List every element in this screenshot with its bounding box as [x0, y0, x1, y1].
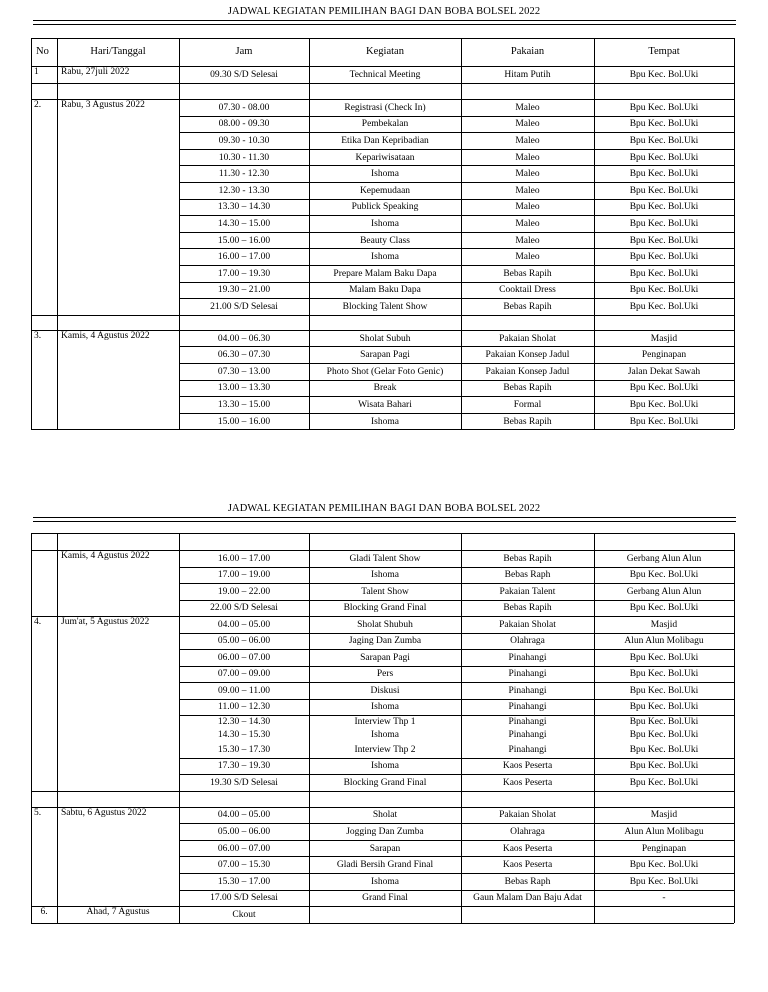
row-divider — [179, 199, 734, 200]
activity: Jaging Dan Zumba — [348, 636, 422, 647]
attire: Gaun Malam Dan Baju Adat — [473, 893, 582, 904]
activity: Ishoma — [371, 252, 399, 263]
attire: Maleo — [515, 252, 540, 263]
row-divider — [179, 873, 734, 874]
venue: Bpu Kec. Bol.Uki — [629, 268, 699, 279]
row-divider — [179, 666, 734, 667]
venue: Bpu Kec. Bol.Uki — [629, 202, 699, 213]
row-number: 2. — [34, 100, 42, 110]
activity: Registrasi (Check In) — [344, 102, 426, 113]
row-divider — [179, 600, 734, 601]
schedule-time: 10.30 - 11.30 — [218, 152, 270, 163]
venue: Bpu Kec. Bol.Uki — [629, 400, 699, 410]
row-divider — [179, 282, 734, 283]
venue: Bpu Kec. Bol.Uki — [629, 383, 699, 394]
row-number: 3. — [34, 330, 42, 341]
attire: Bebas Raph — [504, 876, 551, 887]
row-divider — [31, 429, 734, 430]
day-date: Kamis, 4 Agustus 2022 — [61, 551, 150, 561]
attire: Pinahangi — [508, 717, 547, 727]
venue: Bpu Kec. Bol.Uki — [629, 416, 699, 427]
activity: Beauty Class — [360, 235, 410, 246]
attire: Maleo — [515, 102, 540, 113]
schedule-time: 06.00 – 07.00 — [217, 843, 271, 854]
column-header-attire: Pakaian — [510, 46, 545, 57]
row-divider — [31, 923, 734, 924]
activity: Diskusi — [370, 685, 400, 696]
row-divider — [31, 66, 734, 67]
title-divider — [33, 517, 736, 518]
activity: Blocking Talent Show — [342, 302, 428, 312]
schedule-time: 12.30 - 13.30 — [218, 185, 270, 196]
activity: Ishoma — [371, 169, 399, 180]
venue: Bpu Kec. Bol.Uki — [629, 744, 699, 755]
row-divider — [179, 298, 734, 299]
venue: Gerbang Alun Alun — [626, 553, 702, 564]
attire: Bebas Rapih — [503, 302, 552, 312]
attire: Kaos Peserta — [502, 860, 553, 871]
attire: Pakaian Konsep Jadul — [485, 350, 570, 361]
schedule-time: 04.00 – 05.00 — [217, 619, 271, 630]
venue: Bpu Kec. Bol.Uki — [629, 235, 699, 246]
schedule-time: 15.30 – 17.00 — [217, 876, 271, 887]
schedule-time: 17.00 – 19.00 — [217, 570, 271, 581]
schedule-time: 15.00 – 16.00 — [217, 235, 271, 246]
day-date: Sabtu, 6 Agustus 2022 — [61, 807, 147, 818]
attire: Formal — [513, 400, 542, 410]
row-divider — [179, 346, 734, 347]
venue: Penginapan — [641, 843, 687, 854]
attire: Kaos Peserta — [502, 761, 553, 772]
activity: Etika Dan Kepribadian — [341, 136, 429, 146]
row-divider — [179, 890, 734, 891]
schedule-time: 13.00 – 13.30 — [217, 383, 271, 394]
column-header-no: No — [36, 46, 49, 57]
row-divider — [31, 616, 734, 617]
activity: Kepemudaan — [359, 185, 411, 196]
column-divider — [31, 533, 32, 923]
title-divider — [33, 24, 736, 25]
schedule-time: 05.00 – 06.00 — [217, 636, 271, 647]
row-divider — [31, 315, 734, 316]
venue: Bpu Kec. Bol.Uki — [629, 169, 699, 180]
row-divider — [179, 413, 734, 414]
page-title: JADWAL KEGIATAN PEMILIHAN BAGI DAN BOBA BOLSEL 2022 — [227, 503, 541, 514]
column-divider — [461, 38, 462, 429]
activity: Interview Thp 1 — [354, 717, 416, 727]
schedule-time: 14.30 – 15.00 — [217, 219, 271, 229]
venue: Bpu Kec. Bol.Uki — [629, 102, 699, 113]
column-divider — [57, 38, 58, 429]
activity: Grand Final — [362, 893, 408, 904]
activity: Kepariwisataan — [355, 152, 415, 163]
row-divider — [31, 807, 734, 808]
activity: Jogging Dan Zumba — [346, 826, 424, 837]
attire: Hitam Putih — [504, 70, 551, 80]
row-divider — [179, 583, 734, 584]
attire: Pinahangi — [508, 730, 547, 740]
activity: Prepare Malam Baku Dapa — [333, 268, 437, 279]
row-divider — [179, 116, 734, 117]
schedule-time: 19.30 – 21.00 — [217, 285, 271, 296]
schedule-time: 11.30 - 12.30 — [218, 169, 270, 180]
row-divider — [179, 774, 734, 775]
attire: Olahraga — [510, 826, 545, 837]
row-number: 5. — [34, 807, 42, 818]
venue: Jalan Dekat Sawah — [627, 366, 701, 377]
activity: Pers — [376, 669, 394, 680]
venue: Bpu Kec. Bol.Uki — [629, 860, 699, 871]
attire: Bebas Rapih — [503, 416, 552, 427]
venue: Bpu Kec. Bol.Uki — [629, 730, 699, 740]
row-number: 1 — [34, 67, 39, 77]
activity: Interview Thp 2 — [354, 744, 416, 755]
row-divider — [31, 99, 734, 100]
schedule-time: 05.00 – 06.00 — [217, 826, 271, 837]
venue: Bpu Kec. Bol.Uki — [629, 285, 699, 296]
row-divider — [179, 633, 734, 634]
title-divider — [33, 20, 736, 21]
row-divider — [31, 906, 734, 907]
row-divider — [179, 840, 734, 841]
activity: Gladi Talent Show — [349, 553, 421, 564]
row-divider — [179, 149, 734, 150]
schedule-time: 15.30 – 17.30 — [217, 744, 271, 755]
row-divider — [179, 132, 734, 133]
schedule-time: 07.30 – 13.00 — [217, 366, 271, 377]
schedule-time: 07.30 - 08.00 — [218, 102, 270, 113]
venue: Bpu Kec. Bol.Uki — [629, 876, 699, 887]
schedule-time: 16.00 – 17.00 — [217, 553, 271, 564]
schedule-time: 04.00 – 05.00 — [217, 810, 271, 821]
row-divider — [179, 396, 734, 397]
venue: Masjid — [650, 333, 678, 344]
schedule-time: 09.00 – 11.00 — [218, 685, 270, 696]
row-divider — [179, 715, 734, 716]
schedule-time: 21.00 S/D Selesai — [210, 302, 278, 312]
activity: Sarapan Pagi — [360, 652, 410, 663]
row-number: 6. — [40, 907, 48, 918]
row-divider — [179, 215, 734, 216]
attire: Maleo — [515, 119, 540, 130]
schedule-time: 12.30 – 14.30 — [217, 717, 271, 727]
schedule-time: 06.30 – 07.30 — [217, 350, 271, 361]
column-divider — [594, 38, 595, 429]
activity: Blocking Grand Final — [343, 777, 427, 788]
page-title: JADWAL KEGIATAN PEMILIHAN BAGI DAN BOBA BOLSEL 2022 — [227, 6, 541, 17]
schedule-time: 17.00 – 19.30 — [217, 268, 271, 279]
schedule-time: 22.00 S/D Selesai — [210, 603, 278, 614]
column-header-venue: Tempat — [648, 46, 680, 57]
row-divider — [179, 758, 734, 759]
activity: Sholat Shubuh — [357, 619, 413, 630]
activity: Sarapan — [369, 843, 401, 854]
schedule-time: 06.00 – 07.00 — [217, 652, 271, 663]
venue: Bpu Kec. Bol.Uki — [629, 252, 699, 263]
column-divider — [179, 533, 180, 923]
attire: Pakaian Sholat — [499, 333, 556, 344]
attire: Olahraga — [510, 636, 545, 647]
activity: Sholat — [372, 810, 398, 821]
attire: Bebas Rapih — [503, 268, 552, 279]
attire: Maleo — [515, 202, 540, 213]
column-divider — [57, 533, 58, 923]
activity: Ishoma — [371, 219, 399, 229]
schedule-time: 17.00 S/D Selesai — [210, 893, 278, 904]
attire: Bebas Rapih — [503, 383, 552, 394]
activity: Blocking Grand Final — [343, 603, 427, 614]
schedule-time: Ckout — [232, 909, 256, 920]
schedule-time: 09.30 S/D Selesai — [210, 70, 278, 80]
schedule-time: 11.00 – 12.30 — [218, 702, 270, 713]
venue: Penginapan — [641, 350, 687, 361]
venue: Bpu Kec. Bol.Uki — [629, 603, 699, 614]
attire: Maleo — [515, 235, 540, 246]
row-divider — [179, 699, 734, 700]
schedule-table — [31, 38, 734, 429]
day-date: Ahad, 7 Agustus — [86, 907, 150, 918]
activity: Talent Show — [361, 586, 409, 597]
attire: Maleo — [515, 219, 540, 229]
activity: Technical Meeting — [349, 70, 421, 80]
row-divider — [31, 533, 734, 534]
schedule-time: 07.00 – 15.30 — [217, 860, 271, 871]
column-divider — [179, 38, 180, 429]
row-divider — [179, 182, 734, 183]
row-divider — [179, 265, 734, 266]
row-divider — [179, 248, 734, 249]
activity: Publick Speaking — [351, 202, 419, 213]
attire: Maleo — [515, 136, 540, 146]
row-divider — [179, 823, 734, 824]
schedule-time: 09.30 - 10.30 — [218, 136, 270, 146]
column-header-day: Hari/Tanggal — [90, 46, 146, 57]
activity: Wisata Bahari — [358, 400, 412, 410]
column-header-activity: Kegiatan — [366, 46, 404, 57]
schedule-time: 13.30 – 14.30 — [217, 202, 271, 213]
attire: Bebas Rapih — [503, 553, 552, 564]
title-divider — [33, 521, 736, 522]
venue: Bpu Kec. Bol.Uki — [629, 152, 699, 163]
schedule-time: 17.30 – 19.30 — [217, 761, 271, 772]
venue: Bpu Kec. Bol.Uki — [629, 136, 699, 146]
row-divider — [31, 38, 734, 39]
column-header-time: Jam — [235, 46, 253, 57]
activity: Sholat Subuh — [359, 333, 411, 344]
activity: Gladi Bersih Grand Final — [336, 860, 434, 871]
venue: Bpu Kec. Bol.Uki — [629, 185, 699, 196]
activity: Ishoma — [371, 570, 399, 581]
attire: Kaos Peserta — [502, 843, 553, 854]
row-divider — [179, 682, 734, 683]
attire: Pinahangi — [508, 685, 547, 696]
row-divider — [179, 232, 734, 233]
row-divider — [31, 83, 734, 84]
attire: Pinahangi — [508, 652, 547, 663]
schedule-time: 07.00 – 09.00 — [217, 669, 271, 680]
venue: Masjid — [650, 619, 678, 630]
column-divider — [309, 533, 310, 923]
venue: Alun Alun Molibagu — [624, 636, 704, 647]
attire: Pakaian Konsep Jadul — [485, 366, 570, 377]
schedule-time: 13.30 – 15.00 — [217, 400, 271, 410]
attire: Bebas Rapih — [503, 603, 552, 614]
schedule-time: 19.00 – 22.00 — [217, 586, 271, 597]
attire: Cooktail Dress — [499, 285, 556, 296]
activity: Ishoma — [371, 761, 399, 772]
row-divider — [31, 330, 734, 331]
attire: Pakaian Sholat — [499, 810, 556, 821]
activity: Ishoma — [371, 876, 399, 887]
attire: Pinahangi — [508, 669, 547, 680]
venue: Gerbang Alun Alun — [626, 586, 702, 597]
schedule-time: 08.00 - 09.30 — [218, 119, 270, 130]
row-divider — [31, 791, 734, 792]
schedule-table — [31, 533, 734, 923]
row-divider — [179, 380, 734, 381]
column-divider — [31, 38, 32, 429]
venue: - — [662, 893, 666, 904]
row-divider — [179, 363, 734, 364]
schedule-time: 04.00 – 06.30 — [217, 333, 271, 344]
venue: Bpu Kec. Bol.Uki — [629, 669, 699, 680]
attire: Pakaian Sholat — [499, 619, 556, 630]
row-number: 4. — [34, 617, 42, 627]
attire: Pakaian Talent — [499, 586, 556, 597]
schedule-time: 15.00 – 16.00 — [217, 416, 271, 427]
activity: Pembekalan — [361, 119, 409, 130]
attire: Pinahangi — [508, 744, 547, 755]
column-divider — [594, 533, 595, 923]
row-divider — [179, 567, 734, 568]
activity: Ishoma — [371, 416, 399, 427]
venue: Bpu Kec. Bol.Uki — [629, 717, 699, 727]
attire: Maleo — [515, 152, 540, 163]
row-divider — [179, 856, 734, 857]
attire: Kaos Peserta — [502, 777, 553, 788]
venue: Bpu Kec. Bol.Uki — [629, 570, 699, 581]
attire: Maleo — [515, 169, 540, 180]
venue: Bpu Kec. Bol.Uki — [629, 70, 699, 80]
venue: Bpu Kec. Bol.Uki — [629, 302, 699, 312]
day-date: Kamis, 4 Agustus 2022 — [61, 330, 150, 341]
activity: Sarapan Pagi — [360, 350, 410, 361]
venue: Bpu Kec. Bol.Uki — [629, 685, 699, 696]
column-divider — [734, 533, 735, 923]
activity: Ishoma — [371, 730, 399, 740]
venue: Bpu Kec. Bol.Uki — [629, 119, 699, 130]
row-divider — [179, 649, 734, 650]
venue: Bpu Kec. Bol.Uki — [629, 777, 699, 788]
attire: Maleo — [515, 185, 540, 196]
venue: Masjid — [650, 810, 678, 821]
venue: Bpu Kec. Bol.Uki — [629, 761, 699, 772]
column-divider — [734, 38, 735, 429]
venue: Alun Alun Molibagu — [624, 826, 704, 837]
day-date: Rabu, 3 Agustus 2022 — [61, 100, 145, 110]
venue: Bpu Kec. Bol.Uki — [629, 219, 699, 229]
activity: Photo Shot (Gelar Foto Genic) — [326, 366, 444, 377]
schedule-time: 19.30 S/D Selesai — [210, 777, 278, 788]
venue: Bpu Kec. Bol.Uki — [629, 702, 699, 713]
row-divider — [31, 550, 734, 551]
column-divider — [309, 38, 310, 429]
day-date: Jum'at, 5 Agustus 2022 — [61, 617, 150, 627]
schedule-time: 16.00 – 17.00 — [217, 252, 271, 263]
activity: Ishoma — [371, 702, 399, 713]
row-divider — [179, 165, 734, 166]
attire: Pinahangi — [508, 702, 547, 713]
activity: Break — [373, 383, 397, 394]
column-divider — [461, 533, 462, 923]
venue: Bpu Kec. Bol.Uki — [629, 652, 699, 663]
schedule-time: 14.30 – 15.30 — [217, 730, 271, 740]
attire: Bebas Raph — [504, 570, 551, 581]
day-date: Rabu, 27juli 2022 — [61, 67, 130, 77]
activity: Malam Baku Dapa — [349, 285, 421, 296]
